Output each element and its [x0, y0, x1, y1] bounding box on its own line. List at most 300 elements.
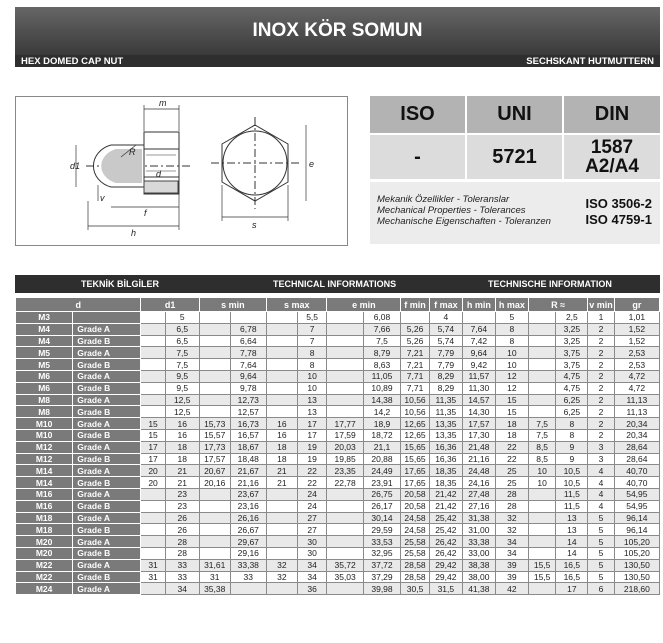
table-cell: [327, 347, 363, 359]
table-cell: [327, 312, 363, 324]
table-cell: [327, 500, 363, 512]
table-cell: 15,5: [528, 571, 556, 583]
table-cell: 20,88: [363, 453, 400, 465]
table-cell: 12,73: [230, 394, 266, 406]
table-cell: 20: [141, 465, 165, 477]
table-cell: [327, 524, 363, 536]
table-cell: 7,64: [230, 359, 266, 371]
table-cell: [141, 370, 165, 382]
table-row: [16, 524, 660, 536]
table-cell: 7,71: [401, 382, 430, 394]
table-cell: 24: [297, 488, 327, 500]
table-cell: [266, 536, 297, 548]
table-row: [16, 571, 660, 583]
table-cell: 4,72: [614, 382, 659, 394]
table-cell: 27: [297, 512, 327, 524]
table-row: [16, 512, 660, 524]
table-cell: 9,64: [462, 347, 495, 359]
table-cell: 17,57: [199, 453, 230, 465]
table-cell: 10,89: [363, 382, 400, 394]
table-cell: 9,42: [462, 359, 495, 371]
table-cell: 1: [588, 312, 614, 324]
table-cell: 25,42: [429, 512, 462, 524]
tolerance-standard-2: ISO 4759-1: [585, 212, 652, 227]
table-cell: 105,20: [614, 547, 659, 559]
dimensions-table: [15, 297, 660, 595]
table-row: [16, 418, 660, 430]
table-cell: 12: [495, 370, 528, 382]
table-cell: 31,38: [462, 512, 495, 524]
table-cell: [266, 382, 297, 394]
table-row: [16, 323, 660, 335]
table-cell: 218,60: [614, 583, 659, 595]
table-cell: 20,34: [614, 429, 659, 441]
table-cell: [141, 347, 165, 359]
table-cell: 17,65: [401, 465, 430, 477]
table-cell: 13: [297, 394, 327, 406]
table-cell: 37,72: [363, 559, 400, 571]
table-cell: 10,56: [401, 394, 430, 406]
table-cell: 11,35: [429, 406, 462, 418]
table-cell: [266, 524, 297, 536]
table-cell: 18: [495, 429, 528, 441]
col-v-min: v min: [589, 299, 613, 310]
table-cell: 13: [556, 524, 588, 536]
table-cell: Grade B: [73, 547, 141, 559]
table-cell: 7,79: [429, 347, 462, 359]
table-cell: 14: [556, 536, 588, 548]
table-cell: 36: [297, 583, 327, 595]
table-cell: 10: [528, 465, 556, 477]
table-cell: 34: [495, 547, 528, 559]
table-cell: 12,65: [401, 429, 430, 441]
table-cell: [199, 347, 230, 359]
standards-box: [370, 96, 660, 244]
table-cell: 32: [495, 512, 528, 524]
table-cell: 3,25: [556, 323, 588, 335]
table-cell: 26,42: [429, 547, 462, 559]
table-row: [16, 559, 660, 571]
table-cell: 9,5: [165, 382, 199, 394]
table-cell: [327, 512, 363, 524]
table-row: [16, 583, 660, 595]
table-cell: 7,42: [462, 335, 495, 347]
table-cell: 2: [588, 370, 614, 382]
table-cell: 5: [165, 312, 199, 324]
table-cell: 40,70: [614, 465, 659, 477]
table-cell: 22: [297, 465, 327, 477]
table-cell: 6: [588, 583, 614, 595]
table-cell: 16,36: [429, 453, 462, 465]
table-cell: 20,16: [199, 477, 230, 489]
table-cell: M20: [16, 536, 73, 548]
table-row: [16, 536, 660, 548]
table-cell: 16: [165, 418, 199, 430]
table-cell: [199, 335, 230, 347]
table-cell: 10: [495, 359, 528, 371]
table-cell: 105,20: [614, 536, 659, 548]
table-cell: 30,14: [363, 512, 400, 524]
table-cell: M8: [16, 394, 73, 406]
table-cell: 25,58: [401, 536, 430, 548]
table-cell: 6,64: [230, 335, 266, 347]
table-cell: [327, 359, 363, 371]
table-cell: 6,5: [165, 335, 199, 347]
table-cell: 13: [297, 406, 327, 418]
table-cell: 34: [297, 571, 327, 583]
standard-uni-value: 5721: [467, 135, 562, 179]
table-cell: 2: [588, 359, 614, 371]
table-cell: 3,75: [556, 359, 588, 371]
table-cell: 10: [297, 370, 327, 382]
table-cell: Grade A: [73, 488, 141, 500]
table-cell: 21,42: [429, 488, 462, 500]
table-cell: 14,2: [363, 406, 400, 418]
table-cell: M14: [16, 465, 73, 477]
table-cell: Grade A: [73, 323, 141, 335]
table-row: [16, 347, 660, 359]
table-cell: 31: [141, 571, 165, 583]
table-cell: 7,66: [363, 323, 400, 335]
table-cell: M22: [16, 571, 73, 583]
table-cell: 7,5: [165, 347, 199, 359]
table-cell: 2,53: [614, 359, 659, 371]
table-cell: 32: [495, 524, 528, 536]
table-cell: 39: [495, 571, 528, 583]
table-cell: 8,79: [363, 347, 400, 359]
table-cell: [199, 323, 230, 335]
table-row: [16, 441, 660, 453]
table-cell: Grade B: [73, 477, 141, 489]
table-cell: [528, 335, 556, 347]
table-cell: 21,67: [230, 465, 266, 477]
col-d1: d1: [141, 298, 199, 312]
table-cell: 5: [588, 524, 614, 536]
table-cell: 18: [266, 441, 297, 453]
table-cell: 8,29: [429, 382, 462, 394]
table-cell: 28,58: [401, 571, 430, 583]
table-cell: 9: [556, 441, 588, 453]
table-cell: [199, 488, 230, 500]
table-cell: [528, 312, 556, 324]
table-cell: 7,5: [528, 418, 556, 430]
table-cell: [327, 488, 363, 500]
table-cell: 35,72: [327, 559, 363, 571]
table-cell: 40,70: [614, 477, 659, 489]
col-d: d: [16, 298, 141, 312]
table-cell: 18,48: [230, 453, 266, 465]
table-cell: Grade A: [73, 465, 141, 477]
table-cell: 15,73: [199, 418, 230, 430]
table-cell: 21: [266, 465, 297, 477]
label-d: d: [156, 169, 162, 179]
table-cell: 32,95: [363, 547, 400, 559]
table-cell: [199, 547, 230, 559]
table-cell: 10,5: [556, 465, 588, 477]
table-cell: 4: [588, 488, 614, 500]
table-cell: [266, 488, 297, 500]
table-cell: 11,13: [614, 394, 659, 406]
table-cell: [528, 547, 556, 559]
subtitle-right: SECHSKANT HUTMUTTERN: [526, 56, 654, 67]
table-cell: [266, 583, 297, 595]
table-cell: M5: [16, 359, 73, 371]
table-cell: 8,63: [363, 359, 400, 371]
cap-nut-drawing: [16, 97, 347, 245]
table-cell: Grade B: [73, 429, 141, 441]
table-row: [16, 382, 660, 394]
table-cell: 3: [588, 453, 614, 465]
table-cell: 38,00: [462, 571, 495, 583]
table-cell: [528, 524, 556, 536]
subtitle-left: HEX DOMED CAP NUT: [21, 56, 124, 67]
din-number: 1587: [590, 137, 634, 158]
table-cell: 23,35: [327, 465, 363, 477]
table-cell: 96,14: [614, 524, 659, 536]
table-cell: M22: [16, 559, 73, 571]
tolerance-standard-1: ISO 3506-2: [585, 196, 652, 211]
table-cell: 32: [266, 559, 297, 571]
table-cell: [141, 335, 165, 347]
table-cell: [266, 335, 297, 347]
table-cell: 16: [165, 429, 199, 441]
table-cell: [266, 512, 297, 524]
table-cell: Grade B: [73, 524, 141, 536]
table-cell: 21: [266, 477, 297, 489]
table-cell: 10: [297, 382, 327, 394]
table-cell: 35,38: [199, 583, 230, 595]
table-cell: M20: [16, 547, 73, 559]
table-cell: 18,67: [230, 441, 266, 453]
table-cell: 23,16: [230, 500, 266, 512]
table-cell: 7,71: [401, 370, 430, 382]
table-cell: 6,78: [230, 323, 266, 335]
table-cell: 12,57: [230, 406, 266, 418]
table-cell: [141, 488, 165, 500]
table-cell: M4: [16, 323, 73, 335]
standard-din-value: [564, 135, 660, 179]
table-cell: 54,95: [614, 500, 659, 512]
table-cell: [199, 512, 230, 524]
table-cell: 27: [297, 524, 327, 536]
table-cell: 28: [495, 500, 528, 512]
standard-iso-value: -: [370, 135, 465, 179]
table-cell: 26,75: [363, 488, 400, 500]
table-cell: [199, 500, 230, 512]
table-cell: [327, 536, 363, 548]
table-cell: [528, 382, 556, 394]
table-cell: 26: [165, 512, 199, 524]
table-cell: 12,5: [165, 394, 199, 406]
table-cell: 34: [495, 536, 528, 548]
table-cell: [141, 394, 165, 406]
table-cell: M18: [16, 512, 73, 524]
table-cell: 13,35: [429, 418, 462, 430]
table-cell: 24,16: [462, 477, 495, 489]
table-cell: 33,38: [462, 536, 495, 548]
table-cell: M14: [16, 477, 73, 489]
tech-label-tr: TEKNİK BİLGİLER: [81, 279, 159, 289]
table-cell: 4,72: [614, 370, 659, 382]
table-cell: 2: [588, 394, 614, 406]
table-cell: M24: [16, 583, 73, 595]
table-cell: 8: [297, 359, 327, 371]
table-cell: 16,57: [230, 429, 266, 441]
table-cell: 8: [297, 347, 327, 359]
table-cell: [230, 312, 266, 324]
table-cell: 22: [495, 453, 528, 465]
table-cell: 11,57: [462, 370, 495, 382]
table-cell: 1,01: [614, 312, 659, 324]
table-cell: 33,38: [230, 559, 266, 571]
col-s-min: s min: [199, 298, 266, 312]
table-cell: Grade A: [73, 394, 141, 406]
table-cell: [266, 394, 297, 406]
table-cell: [266, 500, 297, 512]
table-cell: [266, 406, 297, 418]
table-cell: 22,78: [327, 477, 363, 489]
table-cell: 9,5: [165, 370, 199, 382]
table-cell: [141, 547, 165, 559]
table-cell: 33: [230, 571, 266, 583]
tech-label-de: TECHNISCHE INFORMATION: [488, 279, 612, 289]
table-cell: 28,58: [401, 559, 430, 571]
table-cell: 5: [588, 536, 614, 548]
table-cell: 14: [556, 547, 588, 559]
table-row: [16, 312, 660, 324]
table-cell: 19: [297, 453, 327, 465]
table-cell: 8: [495, 323, 528, 335]
table-cell: 24: [297, 500, 327, 512]
table-cell: 15: [141, 418, 165, 430]
table-cell: [199, 406, 230, 418]
table-cell: 2,53: [614, 347, 659, 359]
table-cell: [141, 359, 165, 371]
table-cell: [327, 547, 363, 559]
table-cell: M16: [16, 488, 73, 500]
tolerances-line-tr: Mekanik Özellikler - Toleranslar: [377, 194, 510, 205]
table-cell: 20,58: [401, 500, 430, 512]
table-cell: 9: [556, 453, 588, 465]
table-cell: [141, 312, 165, 324]
table-cell: 21,16: [462, 453, 495, 465]
col-f-max: f max: [429, 298, 462, 312]
table-cell: 19: [297, 441, 327, 453]
table-cell: 30: [297, 547, 327, 559]
table-cell: 16,5: [556, 571, 588, 583]
table-cell: [141, 524, 165, 536]
table-cell: Grade B: [73, 571, 141, 583]
table-cell: 26,16: [230, 512, 266, 524]
table-cell: 23: [165, 500, 199, 512]
table-cell: 7,21: [401, 359, 430, 371]
table-cell: 15: [495, 394, 528, 406]
table-cell: 27,16: [462, 500, 495, 512]
table-cell: 21,48: [462, 441, 495, 453]
table-cell: M3: [16, 312, 73, 324]
table-cell: [199, 536, 230, 548]
table-cell: 20,34: [614, 418, 659, 430]
table-cell: 11,35: [429, 394, 462, 406]
table-cell: 17: [556, 583, 588, 595]
din-grade: A2/A4: [585, 156, 639, 177]
table-cell: Grade A: [73, 559, 141, 571]
table-cell: 17,57: [462, 418, 495, 430]
table-cell: 2: [588, 406, 614, 418]
table-cell: Grade A: [73, 347, 141, 359]
tolerances-line-de: Mechanische Eigenschaften - Toleranzen: [377, 216, 551, 227]
table-cell: 22: [495, 441, 528, 453]
table-cell: [73, 312, 141, 324]
table-cell: 8: [495, 335, 528, 347]
table-cell: 21: [165, 465, 199, 477]
table-cell: [141, 500, 165, 512]
table-cell: 9,64: [230, 370, 266, 382]
table-cell: 24,58: [401, 512, 430, 524]
table-cell: 15,5: [528, 559, 556, 571]
table-cell: [266, 359, 297, 371]
table-cell: 29,42: [429, 571, 462, 583]
table-cell: 35,03: [327, 571, 363, 583]
table-cell: Grade A: [73, 512, 141, 524]
table-cell: [266, 547, 297, 559]
table-cell: 6,25: [556, 394, 588, 406]
table-cell: 17,73: [199, 441, 230, 453]
table-cell: Grade B: [73, 359, 141, 371]
table-row: [16, 370, 660, 382]
table-cell: [199, 370, 230, 382]
table-cell: Grade A: [73, 536, 141, 548]
table-cell: [528, 512, 556, 524]
table-cell: 7,64: [462, 323, 495, 335]
table-cell: 20,58: [401, 488, 430, 500]
table-cell: M10: [16, 418, 73, 430]
table-cell: 7,5: [363, 335, 400, 347]
col-gr: gr: [614, 298, 659, 312]
table-cell: [266, 347, 297, 359]
table-cell: 18: [165, 441, 199, 453]
table-cell: 17,77: [327, 418, 363, 430]
table-cell: 15,65: [401, 453, 430, 465]
table-cell: 23: [165, 488, 199, 500]
standard-uni-header: UNI: [467, 96, 562, 133]
table-cell: 16: [266, 418, 297, 430]
table-cell: 33,00: [462, 547, 495, 559]
table-cell: 11,5: [556, 488, 588, 500]
table-row: [16, 488, 660, 500]
table-cell: 29,16: [230, 547, 266, 559]
table-cell: [141, 583, 165, 595]
table-cell: [141, 512, 165, 524]
table-cell: [266, 323, 297, 335]
table-row: [16, 429, 660, 441]
table-cell: 11,30: [462, 382, 495, 394]
table-cell: 17,65: [401, 477, 430, 489]
table-cell: Grade A: [73, 441, 141, 453]
label-f: f: [144, 208, 147, 218]
col-h-max: h max: [495, 298, 528, 312]
col-h-min: h min: [462, 298, 495, 312]
table-cell: 2: [588, 335, 614, 347]
table-cell: [528, 370, 556, 382]
table-row: [16, 547, 660, 559]
table-cell: [327, 370, 363, 382]
table-cell: [401, 312, 430, 324]
table-cell: 5,5: [297, 312, 327, 324]
table-cell: 2: [588, 429, 614, 441]
table-cell: [327, 583, 363, 595]
table-cell: 34: [165, 583, 199, 595]
